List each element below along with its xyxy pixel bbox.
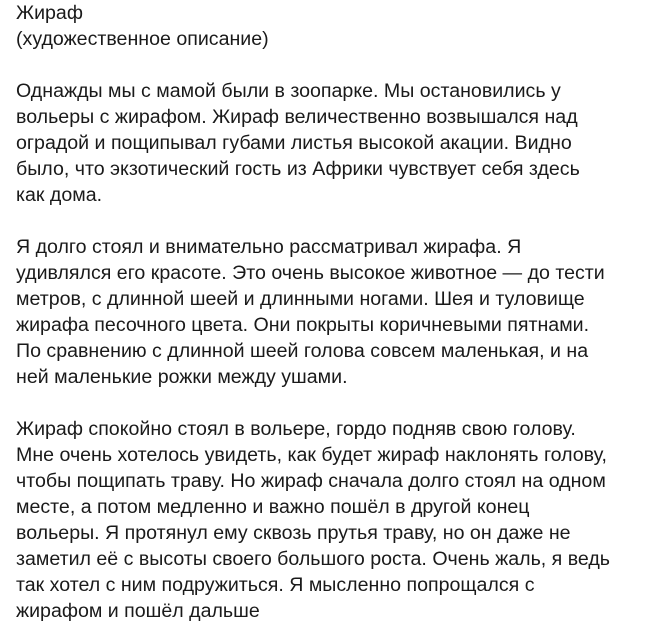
text-line: жирафом и пошёл дальше xyxy=(16,600,260,622)
text-line: метров, с длинной шеей и длинными ногами. Шея и туловище xyxy=(16,288,585,310)
text-line: месте, а потом медленно и важно пошёл в другой конец xyxy=(16,496,530,518)
text-line: заметил её с высоты своего большого роста. Очень жаль, я ведь xyxy=(16,548,611,570)
document-subtitle: (художественное описание) xyxy=(16,28,269,50)
text-line: Мне очень хотелось увидеть, как будет жираф наклонять голову, xyxy=(16,444,607,466)
text-line: Я долго стоял и внимательно рассматривал жирафа. Я xyxy=(16,236,522,258)
text-line: Однажды мы с мамой были в зоопарке. Мы остановились у xyxy=(16,80,561,102)
text-line: было, что экзотический гость из Африки чувствует себя здесь xyxy=(16,158,580,180)
text-line: Жираф спокойно стоял в вольере, гордо подняв свою голову. xyxy=(16,418,576,440)
text-line: удивлялся его красоте. Это очень высокое животное — до тести xyxy=(16,262,605,284)
text-line: чтобы пощипать траву. Но жираф сначала долго стоял на одном xyxy=(16,470,606,492)
text-line: как дома. xyxy=(16,184,103,206)
text-line: вольеры. Я протянул ему сквозь прутья траву, но он даже не xyxy=(16,522,571,544)
text-line: По сравнению с длинной шеей голова совсем маленькая, и на xyxy=(16,340,589,362)
paragraph-1 xyxy=(16,78,656,208)
text-line: жирафа песочного цвета. Они покрыты коричневыми пятнами. xyxy=(16,314,590,336)
paragraph-2 xyxy=(16,234,656,390)
title-block xyxy=(16,0,656,52)
text-line: ней маленькие рожки между ушами. xyxy=(16,366,348,388)
document-title: Жираф xyxy=(16,2,83,24)
document-body xyxy=(16,0,656,624)
text-line: так хотел с ним подружиться. Я мысленно попрощался с xyxy=(16,574,535,596)
text-line: оградой и пощипывал губами листья высокой акации. Видно xyxy=(16,132,572,154)
paragraph-3 xyxy=(16,416,656,624)
text-line: вольеры с жирафом. Жираф величественно возвышался над xyxy=(16,106,578,128)
